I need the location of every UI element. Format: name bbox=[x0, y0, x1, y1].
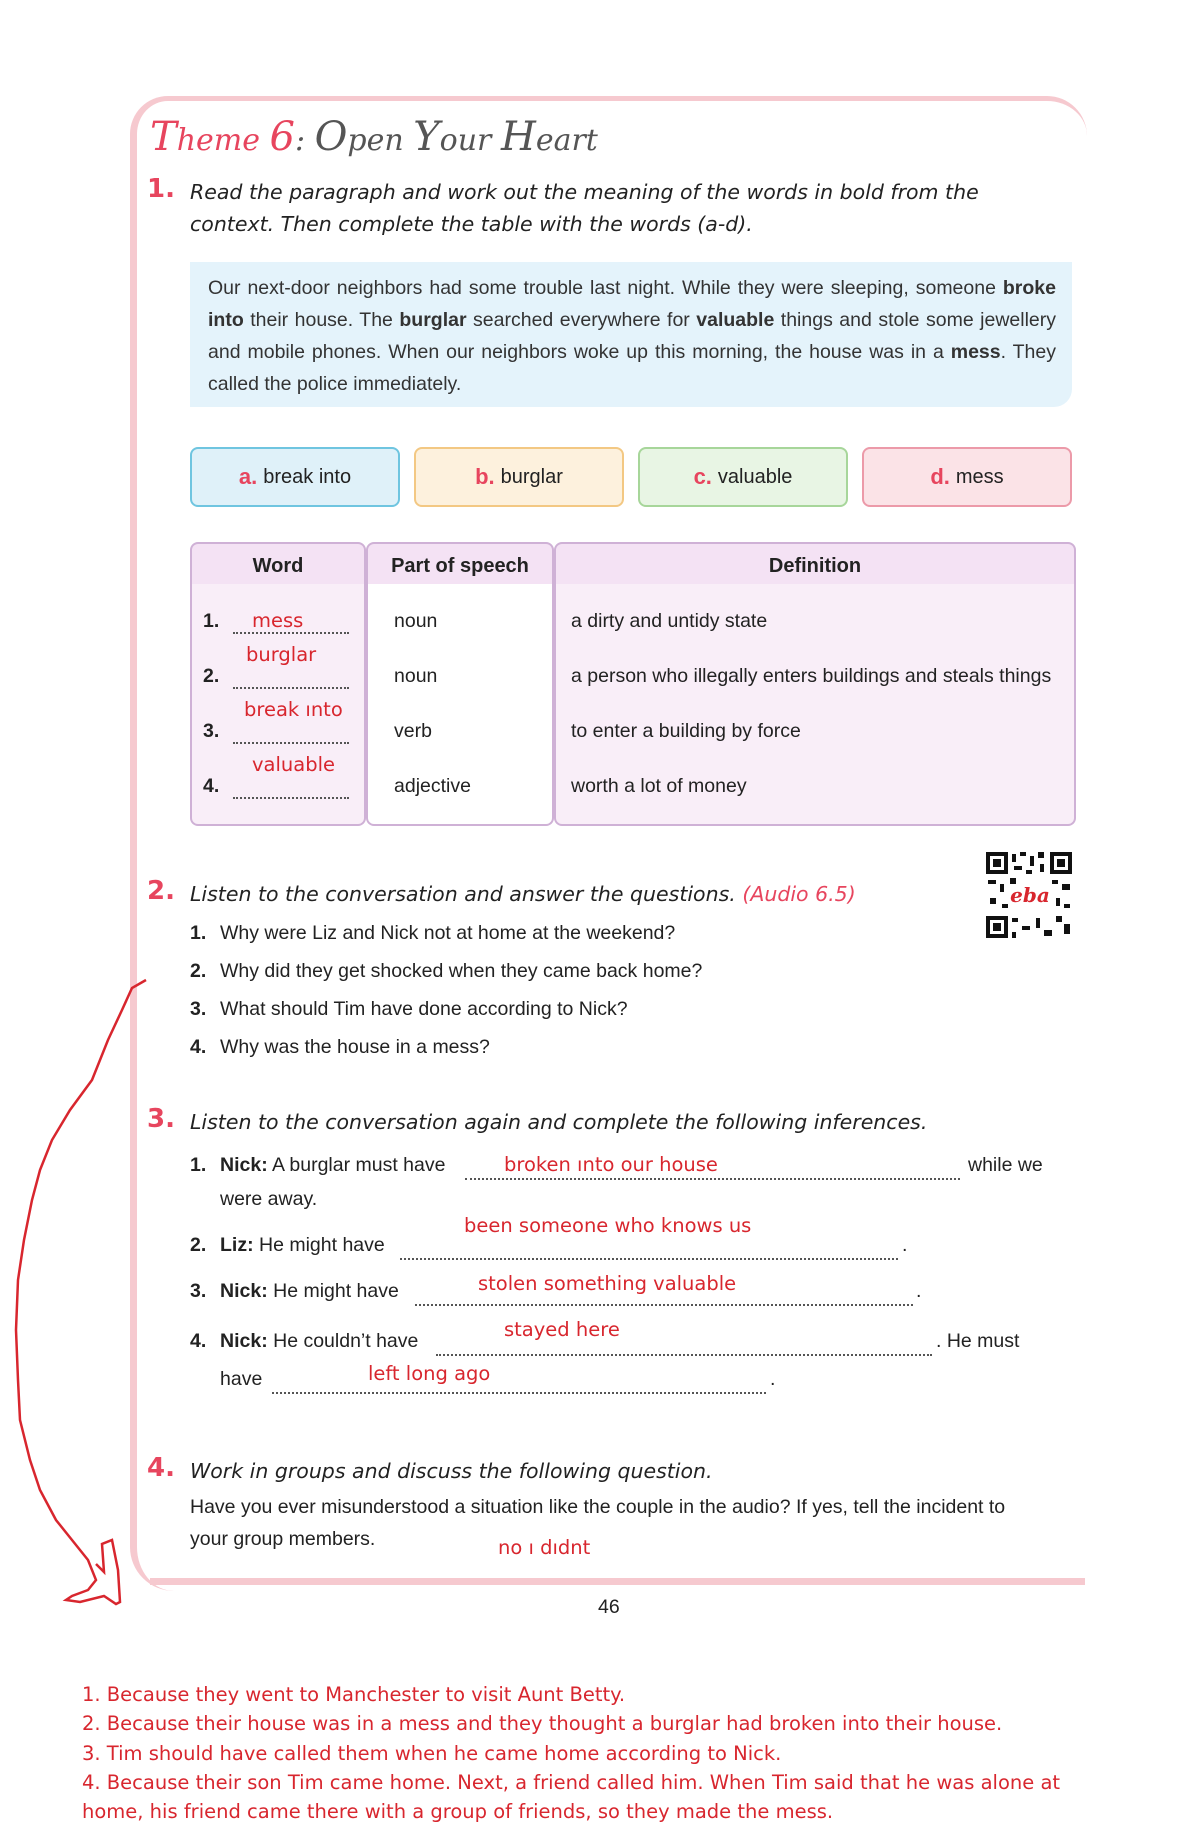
q2-question-number: 1. bbox=[190, 922, 207, 944]
inference-1: 1. Nick: A burglar must have bbox=[190, 1154, 446, 1176]
q2-question-text: Why did they get shocked when they came back home? bbox=[220, 960, 703, 982]
table-definition: to enter a building by force bbox=[571, 720, 801, 742]
passage-text: Our next-door neighbors had some trouble last night. While they were sleeping, someone bbox=[208, 277, 1003, 299]
table-definition: a person who illegally enters buildings and steals things bbox=[571, 665, 1052, 687]
option-letter: d. bbox=[930, 464, 950, 489]
table-row-number: 3. bbox=[203, 720, 220, 742]
q2-question-text: Why were Liz and Nick not at home at the weekend? bbox=[220, 922, 676, 944]
option-letter: c. bbox=[693, 464, 712, 489]
passage-text: searched everywhere for bbox=[466, 309, 697, 331]
table-pos: adjective bbox=[394, 775, 471, 797]
bold-word: broke into bbox=[208, 277, 1056, 331]
table-definition: worth a lot of money bbox=[571, 775, 747, 797]
table-pos: noun bbox=[394, 610, 438, 632]
inference-4-answer: stayed here bbox=[504, 1318, 620, 1341]
option-word: break into bbox=[263, 465, 352, 488]
passage-text: . They called the police immediately. bbox=[208, 341, 1056, 395]
qr-logo-text: eba bbox=[1010, 883, 1050, 907]
table-definition: a dirty and untidy state bbox=[571, 610, 768, 632]
answer-line-4: 4. Because their son Tim came home. Next, a friend called him. When Tim said that he was alone at bbox=[82, 1770, 1061, 1794]
q3-instruction: Listen to the conversation again and complete the following inferences. bbox=[190, 1110, 928, 1134]
q1-instruction: Read the paragraph and work out the meaning of the words in bold from the context. Then complete the table with the words (a-d). bbox=[190, 180, 979, 236]
table-row-number: 1. bbox=[203, 610, 220, 632]
inference-4: 4. Nick: He couldn’t have bbox=[190, 1330, 419, 1352]
inference-4-post: . He must bbox=[936, 1330, 1020, 1352]
answer-line-1: 1. Because they went to Manchester to visit Aunt Betty. bbox=[82, 1683, 626, 1706]
table-row-number: 2. bbox=[203, 665, 220, 687]
bold-word: burglar bbox=[399, 309, 467, 331]
inference-3-post: . bbox=[916, 1280, 922, 1302]
q4-text-line2: your group members. bbox=[190, 1528, 376, 1550]
inference-1-cont: were away. bbox=[220, 1188, 318, 1210]
inference-4-answer-2: left long ago bbox=[368, 1362, 491, 1385]
q3-number: 3. bbox=[147, 1104, 175, 1134]
table-answer-handwritten: burglar bbox=[246, 643, 317, 666]
inference-4-post-2: . bbox=[770, 1368, 776, 1390]
answer-line-5: home, his friend came there with a group of friends, so they made the mess. bbox=[82, 1800, 834, 1824]
q4-text-line1: Have you ever misunderstood a situation like the couple in the audio? If yes, tell the incident to bbox=[190, 1496, 1006, 1518]
table-answer-handwritten: break ınto bbox=[244, 698, 343, 721]
inference-4-cont: have bbox=[220, 1368, 263, 1390]
inference-2-post: . bbox=[902, 1234, 908, 1256]
answer-line-2: 2. Because their house was in a mess and they thought a burglar had broken into their house. bbox=[82, 1712, 1003, 1736]
q2-question-number: 2. bbox=[190, 960, 207, 982]
inference-1-post: while we bbox=[968, 1154, 1043, 1176]
q4-answer: no ı dıdnt bbox=[498, 1536, 591, 1559]
inference-2: 2. Liz: He might have bbox=[190, 1234, 385, 1256]
table-header-pos: Part of speech bbox=[366, 542, 554, 590]
q2-question-text: What should Tim have done according to Nick? bbox=[220, 998, 628, 1020]
q2-question-number: 4. bbox=[190, 1036, 207, 1058]
q4-instruction: Work in groups and discuss the following question. bbox=[190, 1459, 713, 1483]
theme-title: Theme 6: Open Your Heart bbox=[150, 114, 598, 160]
table-pos: noun bbox=[394, 665, 438, 687]
option-letter: b. bbox=[475, 464, 495, 489]
q2-number: 2. bbox=[147, 876, 175, 906]
passage-text: things and stole some jewellery and mobile phones. When our neighbors woke up this morning, the house was in a bbox=[208, 309, 1057, 363]
inference-3: 3. Nick: He might have bbox=[190, 1280, 399, 1302]
bold-word: mess bbox=[950, 341, 1001, 363]
q2-question-number: 3. bbox=[190, 998, 207, 1020]
passage-text: their house. The bbox=[243, 309, 400, 331]
table-header-definition: Definition bbox=[554, 542, 1076, 590]
inference-1-answer: broken ınto our house bbox=[504, 1153, 718, 1176]
option-word: burglar bbox=[500, 465, 563, 488]
option-letter: a. bbox=[238, 464, 258, 489]
bold-word: valuable bbox=[696, 309, 775, 331]
table-header-word: Word bbox=[190, 542, 366, 590]
handwritten-answers bbox=[82, 1680, 1142, 1826]
table-pos: verb bbox=[394, 720, 432, 742]
option-word: valuable bbox=[717, 465, 793, 488]
inference-2-answer: been someone who knows us bbox=[464, 1214, 752, 1237]
table-answer-handwritten: valuable bbox=[252, 753, 336, 776]
q1-number: 1. bbox=[147, 174, 175, 204]
q4-number: 4. bbox=[147, 1453, 175, 1483]
page-number: 46 bbox=[598, 1596, 620, 1618]
q2-question-text: Why was the house in a mess? bbox=[220, 1036, 490, 1058]
inference-3-answer: stolen something valuable bbox=[478, 1272, 737, 1295]
table-answer-handwritten: mess bbox=[252, 609, 304, 632]
table-row-number: 4. bbox=[203, 775, 220, 797]
q2-instruction: Listen to the conversation and answer the questions. (Audio 6.5) bbox=[190, 882, 856, 906]
option-word: mess bbox=[955, 465, 1004, 488]
answer-line-3: 3. Tim should have called them when he came home according to Nick. bbox=[82, 1741, 782, 1765]
